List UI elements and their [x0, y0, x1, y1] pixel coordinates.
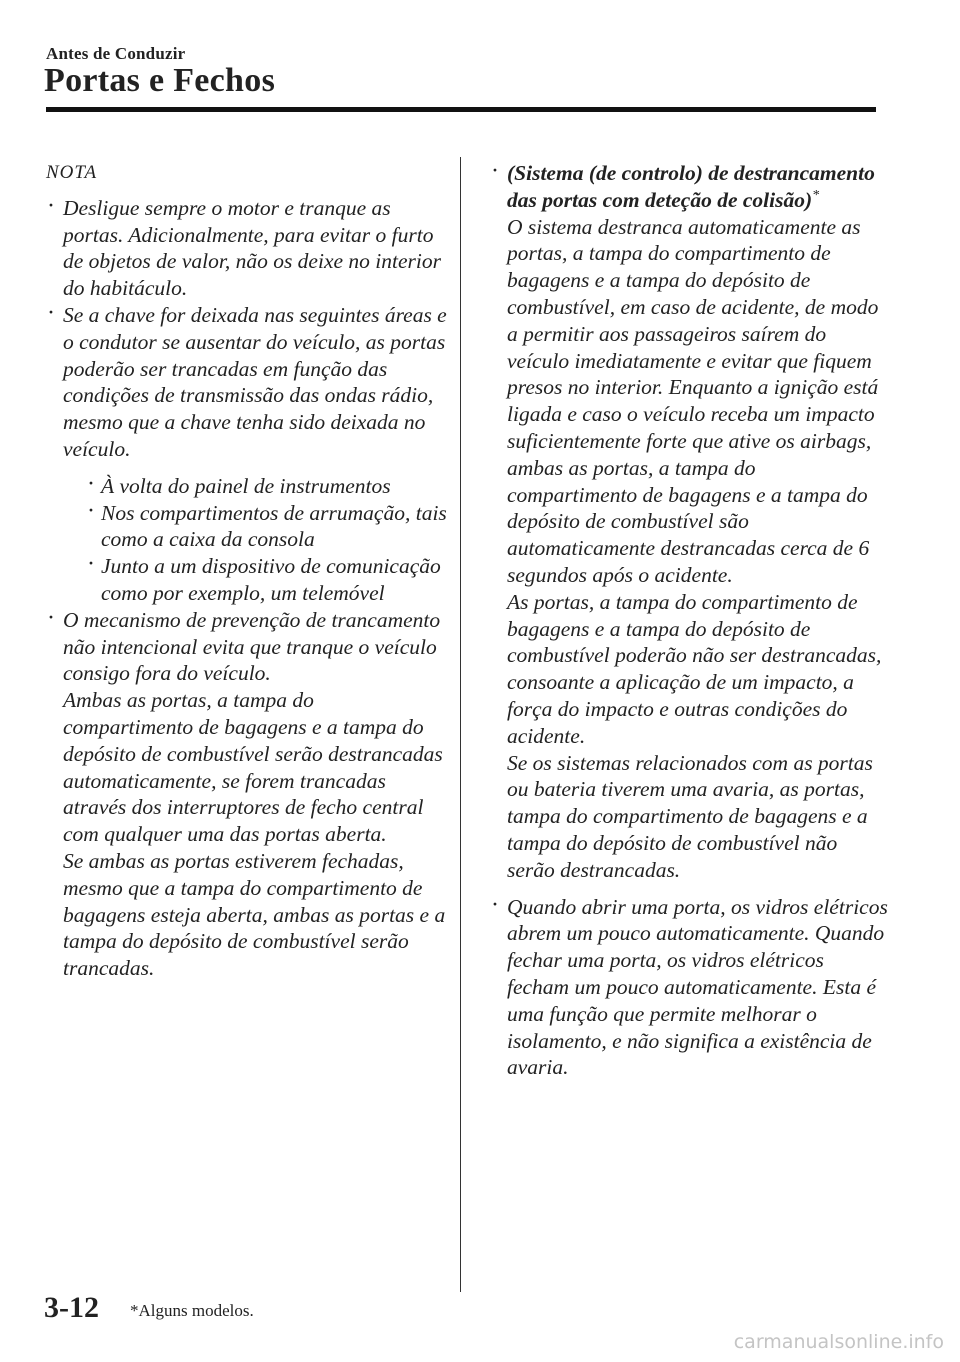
page-number: 3-12 — [44, 1291, 99, 1324]
list-item: · Quando abrir uma porta, os vidros elétricos abrem um pouco automaticamente. Quando fechar uma porta, os vidros elétricos fecham um pouco automaticamente. Esta é uma função que permite melhorar o isolamento, e não significa a existência de avaria. — [490, 894, 890, 1082]
paragraph: · O mecanismo de prevenção de trancamento não intencional evita que tranque o veículo consigo fora do veículo. — [63, 607, 441, 686]
asterisk-mark: * — [812, 187, 820, 203]
paragraph: Ambas as portas, a tampa do compartimento de bagagens e a tampa do depósito de combustível serão destrancadas automaticamente, se forem trancadas através dos interruptores de fecho central com qualquer uma das portas aberta. — [63, 688, 443, 847]
section-title: Antes de Conduzir — [46, 44, 186, 63]
paragraph: Se os sistemas relacionados com as portas ou bateria tiverem uma avaria, as portas, tampa do compartimento de bagagens e a tampa do depósito de combustível não serão destrancadas. — [507, 750, 873, 882]
sub-list-item: · Nos compartimentos de arrumação, tais como a caixa da consola — [87, 500, 448, 554]
note-list-continued — [490, 160, 890, 1081]
list-item: · Desligue sempre o motor e tranque as portas. Adicionalmente, para evitar o furto de objetos de valor, não os deixe no interior do habitáculo. — [46, 195, 448, 302]
list-item — [46, 302, 448, 607]
list-item — [46, 607, 448, 982]
left-column — [46, 160, 448, 982]
sub-list-item: · Junto a um dispositivo de comunicação como por exemplo, um telemóvel — [87, 553, 448, 607]
paragraph: O sistema destranca automaticamente as portas, a tampa do compartimento de bagagens e a tampa do depósito de combustível, em caso de acidente, de modo a permitir aos passageiros saírem do veículo imediatamente e evitar que fiquem presos no interior. Enquanto a ignição está ligada e caso o veículo receba um impacto suficientemente forte que ative os airbags, ambas as portas, a tampa do compartimento de bagagens e a tampa do depósito de combustível são automaticamente destrancadas cerca de 6 segundos após o acidente. — [507, 214, 879, 587]
right-column — [490, 160, 890, 1081]
column-divider — [460, 157, 461, 1292]
list-item-text: Se a chave for deixada nas seguintes áreas e o condutor se ausentar do veículo, as portas poderão ser trancadas em função das condições de transmissão das ondas rádio, mesmo que a chave tenha sido deixada no veículo. — [63, 302, 447, 461]
item-heading-text: (Sistema (de controlo) de destrancamento das portas com deteção de colisão) — [507, 161, 875, 212]
paragraph: As portas, a tampa do compartimento de bagagens e a tampa do depósito de combustível poderão não ser destrancadas, consoante a aplicação de um impacto, a força do impacto e outras condições do acidente. — [507, 589, 882, 748]
watermark: carmanualsonline.info — [733, 1331, 944, 1353]
footnote: *Alguns modelos. — [130, 1301, 254, 1320]
note-list — [46, 195, 448, 982]
list-item — [490, 160, 890, 884]
sub-list — [87, 473, 448, 607]
chapter-title: Portas e Fechos — [44, 62, 276, 99]
sub-list-item: · À volta do painel de instrumentos — [87, 473, 448, 500]
item-heading — [507, 160, 890, 214]
note-title: NOTA — [46, 162, 98, 183]
header-rule — [46, 107, 876, 112]
paragraph: Se ambas as portas estiverem fechadas, mesmo que a tampa do compartimento de bagagens esteja aberta, ambas as portas e a tampa do depósito de combustível serão trancadas. — [63, 848, 446, 981]
